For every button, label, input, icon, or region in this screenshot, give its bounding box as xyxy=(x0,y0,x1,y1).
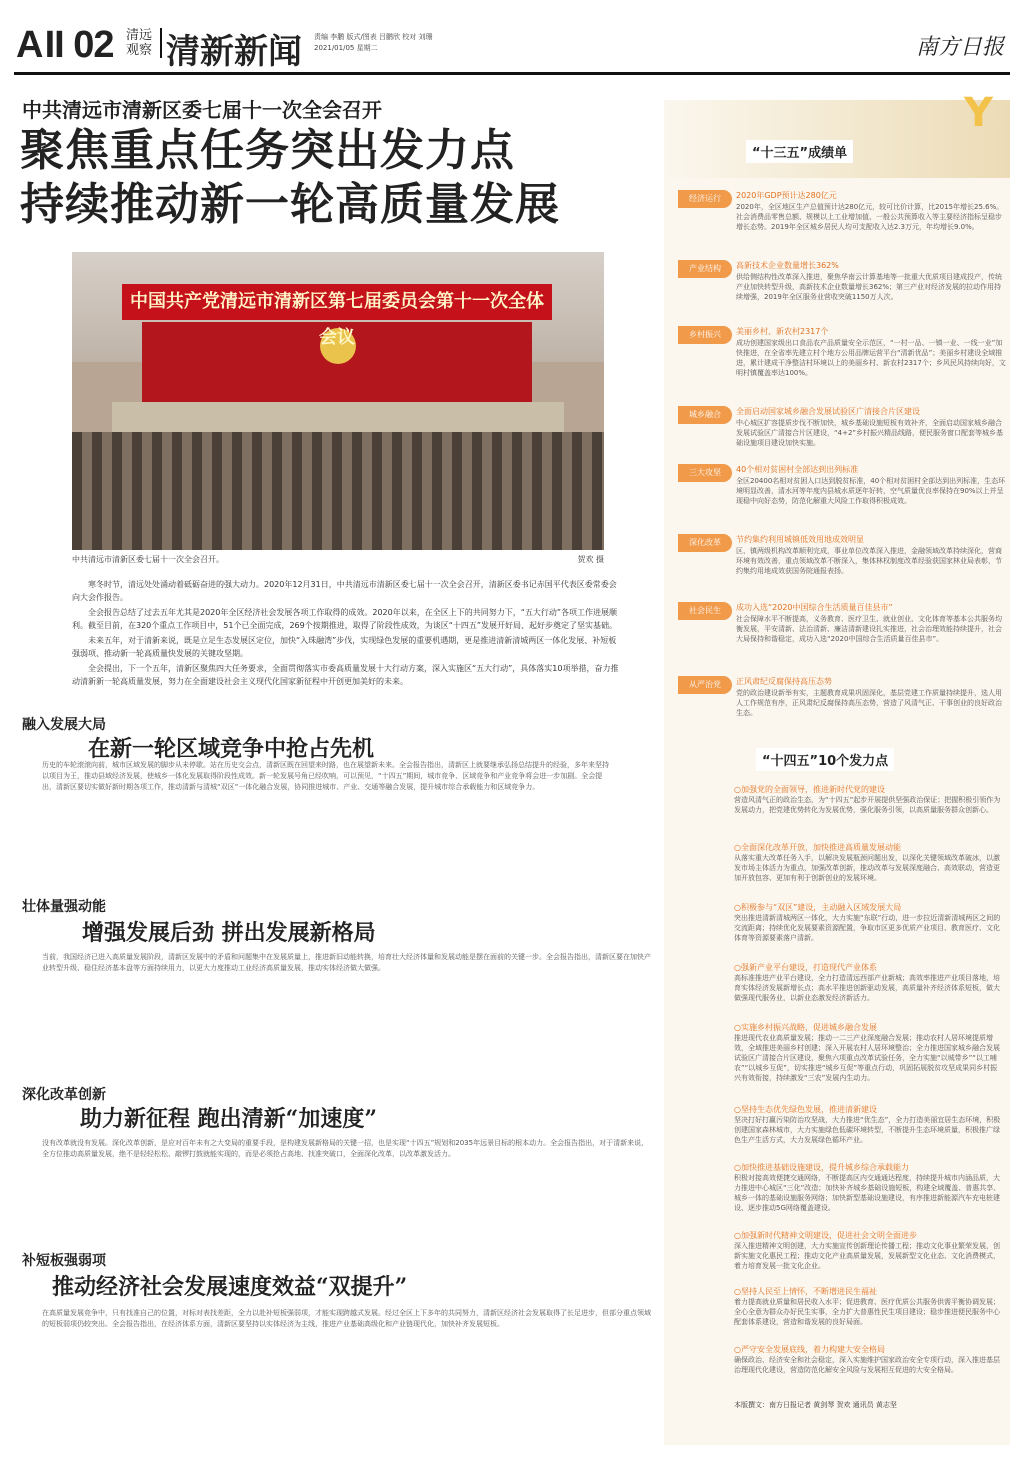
meeting-banner: 中国共产党清远市清新区第七届委员会第十一次全体会议 xyxy=(122,284,552,320)
achievement-head: 美丽乡村、新农村2317个 xyxy=(736,327,829,336)
focus-head: ○加强新时代精神文明建设，促进社会文明全面进步 xyxy=(734,1231,917,1240)
focus-head: ○坚持人民至上情怀，不断增进民生福祉 xyxy=(734,1287,877,1296)
lead-paragraph: 全会提出，下一个五年，清新区聚焦四大任务要求，全面贯彻落实市委高质量发展十大行动方案，深入实施区“五大行动”，具体落实10项举措，奋力推动清新新一轮高质量发展，努力在全面建设社会主义现代化国家新征程中开创更加美好的未来。 xyxy=(72,664,619,686)
focus-head: ○积极参与“双区”建设，主动融入区域发展大局 xyxy=(734,903,902,912)
achievement-tag: 城乡融合 xyxy=(678,406,732,424)
focus-item xyxy=(734,1344,1004,1375)
headline-line-1: 聚焦重点任务突出发力点 xyxy=(20,125,515,176)
masthead xyxy=(14,22,1010,75)
focus-head: ○加强党的全面领导，推进新时代党的建设 xyxy=(734,785,885,794)
achievement-body: 中心城区扩容提质步伐不断加快，城乡基础设施短板有效补齐，全面启动国家城乡融合发展试验区广清接合片区建设，“4+2”乡村振兴精品线路，便民服务窗口配套等城乡基础设施项目建设加快实施。 xyxy=(736,419,1004,447)
section-kicker: 融入发展大局 xyxy=(22,717,106,733)
edition-meta xyxy=(314,32,432,54)
focus-body: 坚决打好打赢污染防治攻坚战，大力推进“优生态”，全力打造美丽宜居生态环境，积极创建国家森林城市，大力实施绿色低碳环境转型，不断提升生态环境质量，积极推广绿色生产生活方式，大力发展绿色循环产业。 xyxy=(734,1116,1001,1144)
focus-body: 推进现代农业高质量发展；推动一二三产业深度融合发展；推动农村人居环境提质增效，全域推进美丽乡村创建；深入开展农村人居环境整治；全力推进国家城乡融合发展试验区广清接合片区建设，聚焦六项重点改革试验任务，全力实施“以城带乡”“以工哺农”“以城乡互促”，切实推进“城乡互促”等重点行动，巩固拓展脱贫攻坚成果同乡村振兴有效衔接，持续激发“三农”发展内生动力。 xyxy=(734,1034,1000,1082)
main-headline xyxy=(20,124,660,232)
achievement-head: 40个相对贫困村全部达到出列标准 xyxy=(736,465,859,474)
caption-text: 中共清远市清新区委七届十一次全会召开。 xyxy=(72,555,224,564)
section-body: 历史的车轮滚滚向前，城市区域发展的脚步从未停歇。站在历史交会点，清新区既在回望来时路，也在展望新未来。全会报告指出，清新区上就要继承弘扬总结提升的经验，多年来坚持以项目为王，推动县域经济发展，使城乡一体化发展取得阶段性成效。新一轮发展号角已经吹响，可以预见，“十四五”期间，城市竞争、区域竞争和产业竞争将会进一步加剧。全会提出，清新区要切实做好新时期各项工作，推动清新与清城“双区”一体化融合发展，协同推进城市、产业、交通等融合发展，提升城市综合承载能力和区域竞争力。 xyxy=(42,761,609,791)
section-kicker: 深化改革创新 xyxy=(22,1087,106,1103)
lead-article xyxy=(72,578,620,690)
focus-head: ○加快推进基础设施建设，提升城乡综合承载能力 xyxy=(734,1163,909,1172)
achievement-body: 社会保障水平不断提高，义务教育、医疗卫生、就业创业、文化体育等基本公共服务均衡发展，平安清新、法治清新、廉洁清新建设扎实推进，社会治理效能持续提升，社会大局保持和谐稳定，成功入选“2020中国综合生活质量百佳县市”。 xyxy=(736,615,1002,643)
achievement-tag: 乡村振兴 xyxy=(678,326,732,344)
focus-body: 突出推进清新清城两区一体化，大力实施“东联”行动，进一步拉近清新清城两区之间的交流距离；持续优化发展要素资源配置，争取市区更多优质产业项目、教育医疗、文化体育等资源要素落户清新。 xyxy=(734,914,1001,942)
achievement-body: 全区20400名相对贫困人口达到脱贫标准，40个相对贫困村全部达到出列标准，生态环境明显改善，清水河等年度内县城水质逐年好转，空气质量优良率保持在90%以上并呈现稳中向好态势，防范化解重大风险工作取得积极成效。 xyxy=(736,477,1006,505)
achievement-tag: 深化改革 xyxy=(678,534,732,552)
audience xyxy=(72,432,604,550)
focus-body: 营造风清气正的政治生态，为“十四五”起步开展提供坚强政治保证；把握积极引领作为发展动力，把党建优势转化为发展优势，强化服务引领，以高质量服务群众创新心。 xyxy=(734,796,1001,814)
focus-head: ○严守安全发展底线，着力构建大安全格局 xyxy=(734,1345,885,1354)
achievement-body: 供给侧结构性改革深入推进，聚焦华南云计算基地等一批重大优质项目建成投产，传统产业加快转型升级，高新技术企业数量增长362%；第三产业对经济发展的拉动作用持续增强，2019年全区服务业营收突破1150万人次。 xyxy=(736,273,1002,301)
date-line: 2021/01/05 星期二 xyxy=(314,44,378,52)
lead-paragraph: 寒冬时节，清远处处涌动着砥砺奋进的强大动力。2020年12月31日，中共清远市清新区委七届十一次全会召开，清新区委书记赤国平代表区委常委会向大会作报告。 xyxy=(72,580,617,602)
achievement-tag: 产业结构 xyxy=(678,260,732,278)
achievement-head: 高新技术企业数量增长362% xyxy=(736,261,839,270)
focus-body: 积极对接高效便捷交通网络，不断提高区内交通通达程度，持续提升城市内涵品质，大力推进中心城区“三化”改造；加快补齐城乡基础设施短板，构建全域覆盖、普惠共享、城乡一体的基础设施服务网络；加快新型基础设施建设，有序推进新能源汽车充电桩建设、逐步推动5G网络覆盖建设。 xyxy=(734,1174,1001,1212)
achievement-head: 2020年GDP预计达280亿元 xyxy=(736,191,837,200)
achievement-head: 成功入选“2020中国综合生活质量百佳县市” xyxy=(736,603,893,612)
section-title: 增强发展后劲 拼出发展新格局 xyxy=(82,920,376,946)
focus-head: ○全面深化改革开放，加快推进高质量发展动能 xyxy=(734,843,901,852)
section-body: 当前，我国经济已进入高质量发展阶段，清新区发展中的矛盾和问题集中在发展质量上，推进新旧动能转换，培育壮大经济体量和发展动能是摆在面前的关键一步。全会报告指出，清新区要在加快产业转型升级、稳住经济基本盘等方面持续用力，以更大力度推动工业经济高质量发展，推动实体经济做大做强。 xyxy=(42,953,651,972)
achievement-body: 成功创建国家级出口食品农产品质量安全示范区，“一村一品、一镇一业、一线一业”加快推进，在全省率先建立村个地方公用品牌运营平台“清新优品”；美丽乡村建设全域推进，累计建成干净整洁村环境以上的美丽乡村、新农村2317个；乡风民风持续向好，文明村镇覆盖率达100%。 xyxy=(736,339,1006,377)
section-kicker: 壮体量强动能 xyxy=(22,899,106,915)
achievement-body: 党的政治建设新举有实，主题教育成果巩固深化，基层党建工作质量持续提升，选人用人工作规范有序，正风肃纪反腐保持高压态势，营造了风清气正、干事创业的良好政治生态。 xyxy=(736,689,1002,717)
focus-item xyxy=(734,902,1004,943)
focus-item xyxy=(734,1104,1004,1145)
section-title: 推动经济社会发展速度效益“双提升” xyxy=(52,1274,408,1300)
section-title: 在新一轮区域竞争中抢占先机 xyxy=(88,736,375,762)
achievement-head: 全面启动国家城乡融合发展试验区广清接合片区建设 xyxy=(736,407,920,416)
focus-body: 高标准推进产业平台建设，全力打造清远西部产业新城；高效率推进产业项目落地，培育实体经济发展新增长点；高水平推进创新驱动发展，高质量补齐经济体系短板，做大做强现代服务业，以新业态激发经济新活力。 xyxy=(734,974,1000,1002)
podium xyxy=(112,402,564,432)
meeting-photo xyxy=(72,252,604,550)
section-kicker: 补短板强弱项 xyxy=(22,1253,106,1269)
focus-item xyxy=(734,962,1004,1003)
lead-paragraph: 未来五年，对于清新来说，既是立足生态发展区定位，加快“入珠融湾”步伐，实现绿色发展的重要机遇期，更是推进清新清城两区一体化发展、补短板强弱项、推动新一轮高质量快发展的关键攻坚期。 xyxy=(72,636,617,658)
section-label-small: 清远观察 xyxy=(126,28,162,58)
section-body: 在高质量发展竞争中，只有找准自己的位置，对标对表找差距，全力以赴补短板强弱项，才能实现跨越式发展。经过全区上下多年的共同努力，清新区经济社会发展取得了长足进步，但部分重点领域的短板弱项仍较突出。全会报告指出，在经济体系方面，清新区要坚持以实体经济为主线，推进产业基础高级化和产业链现代化，加快补齐发展短板。 xyxy=(42,1309,651,1328)
section-title: 助力新征程 跑出清新“加速度” xyxy=(80,1106,377,1132)
focus-head: ○坚持生态优先绿色发展，推进清新建设 xyxy=(734,1105,877,1114)
headline-line-2: 持续推动新一轮高质量发展 xyxy=(20,179,560,230)
focus-head: ○实施乡村振兴战略，促进城乡融合发展 xyxy=(734,1023,877,1032)
sidebar-panel xyxy=(664,90,1010,1445)
section-body: 没有改革就没有发展。深化改革创新，是应对百年未有之大变局的重要手段，是构建发展新格局的关键一招，也是实现“十四五”规划和2035年远景目标的根本动力。全会报告指出，对于清新来说，全方位推动高质量发展，绝不是轻轻松松、敲锣打鼓就能实现的，而是必须抢占高地、找准突破口，全面深化改革，以改革激发活力。 xyxy=(42,1139,649,1158)
lead-paragraph: 全会报告总结了过去五年尤其是2020年全区经济社会发展各项工作取得的成效。2020年以来，在全区上下的共同努力下，“五大行动”各项工作进展顺利。截至目前，在320个重点工作项目中，51个已全面完成，269个按期推进，取得了阶段性成效，为谈区“十四五”发展开好局、起好步奠定了坚实基础。 xyxy=(72,608,618,630)
achievement-tag: 三大攻坚 xyxy=(678,464,732,482)
y-logo-icon: Y xyxy=(964,90,993,136)
achievement-head: 正风肃纪反腐保持高压态势 xyxy=(736,677,832,686)
achievement-tag: 社会民生 xyxy=(678,602,732,620)
focus-head: ○强新产业平台建设，打造现代产业体系 xyxy=(734,963,877,972)
photo-credit: 贺欢 摄 xyxy=(577,555,604,564)
achievement-body: 区、镇两级机构改革顺利完成，事业单位改革深入推进，金融领域改革持续深化，营商环境有效改善，重点领域改革不断深入，集体林权制度改革经验获国家林业局表彰，节约集约用地成效获国务院通报表扬。 xyxy=(736,547,1002,575)
focus-body: 着力提高就业质量和居民收入水平；促进教育、医疗优质公共服务供需平衡协调发展；全心全意为群众办好民生实事，全力扩大普惠性民生项目建设；稳步推进便民服务中心配套体系建设，营造和谐发展的良好局面。 xyxy=(734,1298,1000,1326)
photo-caption xyxy=(72,554,604,565)
headline-kicker: 中共清远市清新区委七届十一次全会召开 xyxy=(22,98,382,122)
panel-title-13th: “十三五”成绩单 xyxy=(746,140,853,163)
focus-item xyxy=(734,1286,1004,1327)
focus-item xyxy=(734,842,1004,883)
achievement-body: 2020年，全区地区生产总值预计达280亿元，较可比价计算，比2015年增长25.6%。社会消费品零售总额、规模以上工业增加值、一般公共预算收入等主要经济指标呈稳步增长态势。2019年全区城乡居民人均可支配收入达2.3万元，年均增长9.0%。 xyxy=(736,203,1004,231)
focus-body: 确保政治、经济安全和社会稳定，深入实施维护国家政治安全专项行动，深入推进基层治理现代化建设，营造防范化解安全风险与发展相互促进的大安全格局。 xyxy=(734,1356,1000,1374)
panel-title-14th: “十四五”10个发力点 xyxy=(756,748,894,771)
focus-item xyxy=(734,1022,1004,1083)
achievement-tag: 从严治党 xyxy=(678,676,732,694)
byline: 本版撰文：南方日报记者 黄剑琴 贺欢 通讯员 黄志坚 xyxy=(734,1401,897,1409)
page-number: A II 02 xyxy=(16,24,114,66)
section-title: 清新新闻 xyxy=(166,32,302,72)
focus-body: 深入推进精神文明创建，大力实施宣传创新理论传播工程；推动文化事业繁荣发展，创新实施文化惠民工程；推动文化产业高质量发展，发展新型文化业态、文化消费模式，着力培育发展一批文化企业。 xyxy=(734,1242,1000,1270)
editor-line: 责编 李鹏 版式/图表 吕鹏欣 校对 刘珊 xyxy=(314,33,433,41)
newspaper-logo: 南方日报 xyxy=(915,35,1004,60)
focus-item xyxy=(734,784,1004,815)
focus-item xyxy=(734,1230,1004,1271)
focus-body: 从落实重大改革任务入手，以解决发展瓶颈问题出发，以深化关键领域改革破冰，以激发市场主体活力为重点，加强改革创新，推动改革与发展深度融合、高效联动，营造更加开放包容、更加有利于创新创业的发展环境。 xyxy=(734,854,1000,882)
achievement-tag: 经济运行 xyxy=(678,190,732,208)
achievement-head: 节约集约利用城镇低效用地成效明显 xyxy=(736,535,864,544)
focus-item xyxy=(734,1162,1004,1213)
